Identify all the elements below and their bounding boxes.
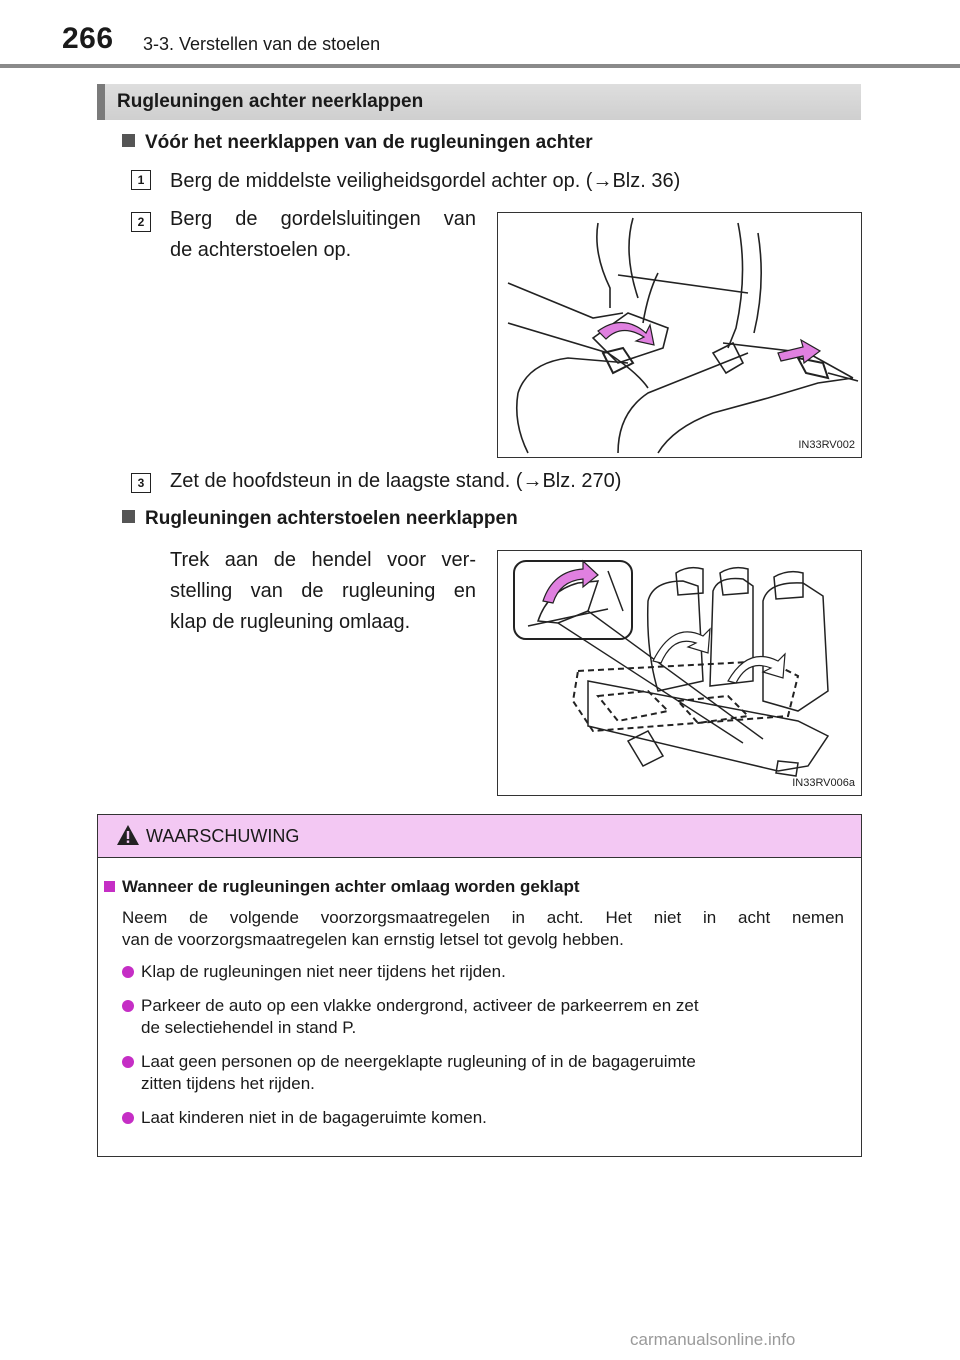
bullet-icon xyxy=(122,966,134,978)
warning-triangle-icon xyxy=(116,824,140,846)
fold-instruction-line3: klap de rugleuning omlaag. xyxy=(170,611,411,633)
pull-lever-arrow-icon xyxy=(543,561,598,603)
page-number: 266 xyxy=(62,22,114,55)
subheading-text: Vóór het neerklappen van de rugleuningen achter xyxy=(145,132,593,153)
warning-intro-line1: Neem de volgende voorzorgsmaatregelen in acht. Het niet in acht nemen xyxy=(122,908,844,927)
header-divider xyxy=(0,64,960,68)
subheading-before-folding xyxy=(122,132,593,154)
bullet-text: Laat kinderen niet in de bagageruimte komen. xyxy=(141,1108,487,1127)
warning-bullet-4 xyxy=(122,1107,487,1129)
warning-box xyxy=(97,814,862,1157)
step-3-text: Zet de hoofdsteun in de laagste stand. (→Blz. 270) xyxy=(170,470,622,492)
figure-code: IN33RV002 xyxy=(798,439,855,451)
fold-seat-illustration xyxy=(498,551,861,795)
warning-bullet-2 xyxy=(122,995,852,1039)
warning-bullet-1 xyxy=(122,961,506,983)
step-2-text-line1: Berg de gordelsluitingen van xyxy=(170,208,476,230)
step-number-1: 1 xyxy=(131,170,151,190)
figure-folding-seatback xyxy=(497,550,862,796)
bullet-text-cont: zitten tijdens het rijden. xyxy=(141,1074,315,1093)
subheading-folding xyxy=(122,508,518,530)
bullet-text: Klap de rugleuningen niet neer tijdens het rijden. xyxy=(141,962,506,981)
bullet-icon xyxy=(122,1112,134,1124)
square-bullet-icon xyxy=(104,881,115,892)
step-2-text-line2: de achterstoelen op. xyxy=(170,239,352,261)
square-bullet-icon xyxy=(122,134,135,147)
rotate-arrow-icon xyxy=(598,322,654,345)
warning-bullet-3 xyxy=(122,1051,852,1095)
bullet-text-cont: de selectiehendel in stand P. xyxy=(141,1018,357,1037)
watermark: carmanualsonline.info xyxy=(630,1330,796,1349)
step-1-text: Berg de middelste veiligheidsgordel achter op. (→Blz. 36) xyxy=(170,170,681,192)
bullet-icon xyxy=(122,1000,134,1012)
warning-header xyxy=(98,815,861,858)
warning-intro-line2: van de voorzorgsmaatregelen kan ernstig letsel tot gevolg hebben. xyxy=(122,930,624,949)
fold-instruction-line2: stelling van de rugleuning en xyxy=(170,580,476,602)
fold-instruction-line1: Trek aan de hendel voor ver- xyxy=(170,549,476,571)
warning-subheading-text: Wanneer de rugleuningen achter omlaag worden geklapt xyxy=(122,877,580,896)
square-bullet-icon xyxy=(122,510,135,523)
warning-subheading xyxy=(104,877,580,897)
figure-buckle-stowage xyxy=(497,212,862,458)
section-title: Rugleuningen achter neerklappen xyxy=(97,84,861,120)
fold-arrow-right-icon xyxy=(728,654,785,683)
seat-buckle-illustration xyxy=(498,213,861,457)
subheading-text: Rugleuningen achterstoelen neerklappen xyxy=(145,508,518,529)
step-number-2: 2 xyxy=(131,212,151,232)
bullet-text: Parkeer de auto op een vlakke ondergrond, activeer de parkeerrem en zet xyxy=(141,996,699,1015)
bullet-icon xyxy=(122,1056,134,1068)
figure-code: IN33RV006a xyxy=(792,777,855,789)
warning-title: WAARSCHUWING xyxy=(146,826,300,846)
chapter-title: 3-3. Verstellen van de stoelen xyxy=(143,34,381,54)
step-number-3: 3 xyxy=(131,473,151,493)
bullet-text: Laat geen personen op de neergeklapte rugleuning of in de bagageruimte xyxy=(141,1052,696,1071)
